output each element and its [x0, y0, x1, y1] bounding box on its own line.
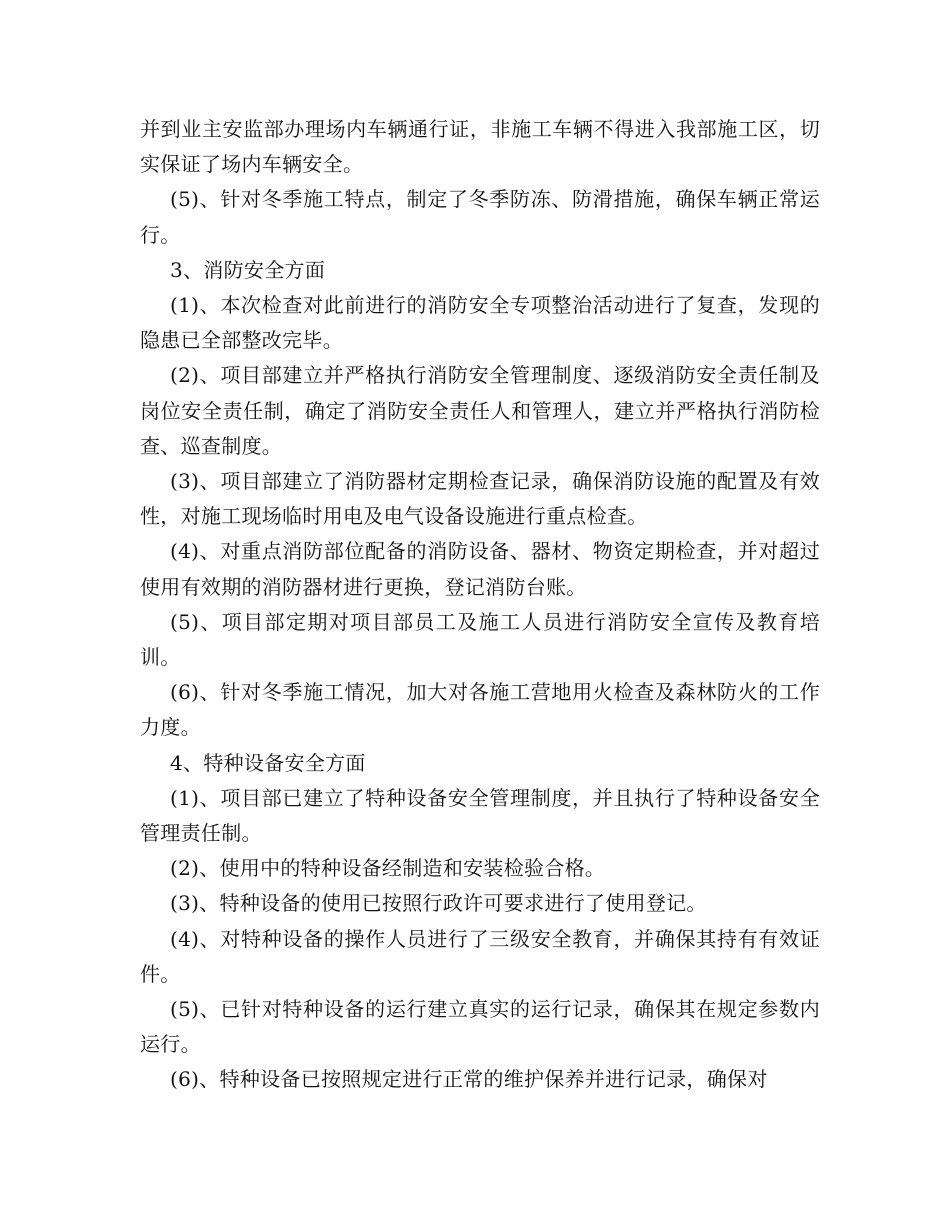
paragraph-vehicle-winter: (5)、针对冬季施工特点，制定了冬季防冻、防滑措施，确保车辆正常运行。: [140, 187, 820, 247]
paragraph-vehicle-pass: 并到业主安监部办理场内车辆通行证，非施工车辆不得进入我部施工区，切实保证了场内车辆安全。: [140, 117, 820, 177]
paragraph-equipment-1: (1)、项目部已建立了特种设备安全管理制度，并且执行了特种设备安全管理责任制。: [140, 785, 820, 846]
paragraph-equipment-2: (2)、使用中的特种设备经制造和安装检验合格。: [170, 856, 606, 881]
paragraph-fire-6: (6)、针对冬季施工情况，加大对各施工营地用火检查及森林防火的工作力度。: [140, 680, 820, 740]
paragraph-fire-2: (2)、项目部建立并严格执行消防安全管理制度、逐级消防安全责任制及岗位安全责任制，确定了消防安全责任人和管理人，建立并严格执行消防检查、巡查制度。: [140, 363, 820, 458]
paragraph-fire-4: (4)、对重点消防部位配备的消防设备、器材、物资定期检查，并对超过使用有效期的消防器材进行更换，登记消防台账。: [140, 539, 820, 599]
paragraph-equipment-5: (5)、已针对特种设备的运行建立真实的运行记录，确保其在规定参数内运行。: [140, 997, 820, 1057]
document-body: [140, 112, 820, 1098]
paragraph-fire-5: (5)、项目部定期对项目部员工及施工人员进行消防安全宣传及教育培训。: [140, 609, 820, 670]
paragraph-equipment-3: (3)、特种设备的使用已按照行政许可要求进行了使用登记。: [170, 891, 707, 916]
paragraph-equipment-6: (6)、特种设备已按照规定进行正常的维护保养并进行记录，确保对: [170, 1067, 768, 1092]
paragraph-fire-3: (3)、项目部建立了消防器材定期检查记录，确保消防设施的配置及有效性，对施工现场临时用电及电气设备设施进行重点检查。: [140, 469, 820, 529]
section-heading-fire-safety: 3、消防安全方面: [170, 257, 326, 282]
paragraph-fire-1: (1)、本次检查对此前进行的消防安全专项整治活动进行了复查，发现的隐患已全部整改完毕。: [140, 293, 820, 353]
paragraph-equipment-4: (4)、对特种设备的操作人员进行了三级安全教育，并确保其持有有效证件。: [140, 926, 820, 986]
section-heading-special-equipment: 4、特种设备安全方面: [170, 750, 366, 775]
